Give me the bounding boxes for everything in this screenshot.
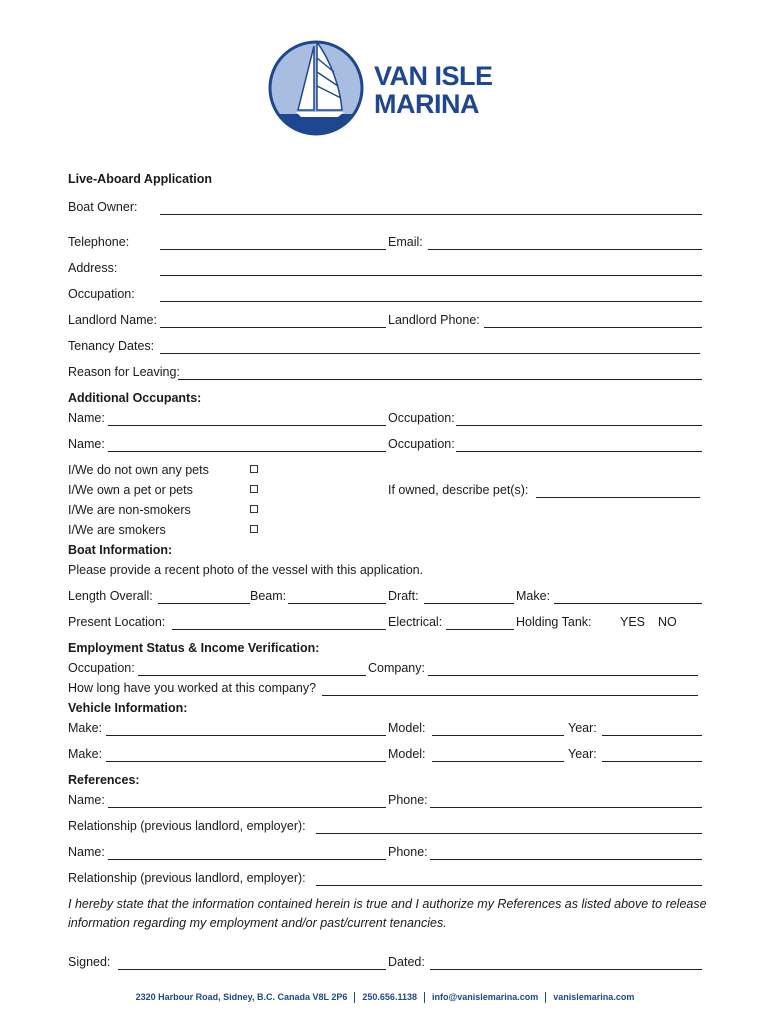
vehicle-1-year-field[interactable]	[602, 735, 702, 736]
length-overall-field[interactable]	[158, 603, 250, 604]
signature-field[interactable]	[118, 969, 386, 970]
draft-field[interactable]	[424, 603, 514, 604]
signature-row: Signed: Dated:	[68, 953, 702, 971]
reference-2-row: Name: Phone:	[68, 843, 702, 861]
footer-email[interactable]: info@vanislemarina.com	[431, 992, 539, 1002]
vehicle-2-row: Make: Model: Year:	[68, 745, 702, 763]
footer-website[interactable]: vanislemarina.com	[553, 992, 635, 1002]
footer-divider	[354, 992, 355, 1003]
occupant-1-name-field[interactable]	[108, 425, 386, 426]
marina-logo	[268, 38, 508, 138]
footer-divider	[424, 992, 425, 1003]
holding-tank-yes[interactable]: YES	[620, 615, 646, 629]
address-row: Address:	[68, 259, 702, 277]
telephone-field[interactable]	[160, 249, 386, 250]
landlord-name-field[interactable]	[160, 327, 386, 328]
pet-option-row: I/We are non-smokers	[68, 501, 702, 519]
beam-field[interactable]	[288, 603, 386, 604]
present-location-field[interactable]	[172, 629, 386, 630]
reference-1-relationship-row: Relationship (previous landlord, employer):	[68, 817, 702, 835]
boat-owner-field[interactable]	[160, 214, 702, 215]
how-long-row: How long have you worked at this company?	[68, 679, 702, 697]
tenancy-row: Tenancy Dates:	[68, 337, 702, 355]
location-row: Present Location: Electrical: Holding Tank: YES NO	[68, 615, 677, 629]
address-field[interactable]	[160, 275, 702, 276]
boat-make-field[interactable]	[554, 603, 702, 604]
logo-line-1: VAN ISLE	[374, 61, 493, 91]
how-long-field[interactable]	[322, 695, 698, 696]
pet-option-row: I/We own a pet or pets If owned, describe pet(s):	[68, 481, 702, 499]
occupation-row: Occupation:	[68, 285, 702, 303]
no-pets-checkbox[interactable]	[250, 465, 258, 473]
occupation-field[interactable]	[160, 301, 702, 302]
non-smokers-checkbox[interactable]	[250, 505, 258, 513]
reference-1-name-field[interactable]	[108, 807, 386, 808]
tenancy-dates-field[interactable]	[160, 353, 700, 354]
telephone-row: Telephone: Email:	[68, 233, 702, 251]
own-pets-checkbox[interactable]	[250, 485, 258, 493]
footer	[0, 992, 770, 1003]
vehicle-1-model-field[interactable]	[432, 735, 564, 736]
reference-2-name-field[interactable]	[108, 859, 386, 860]
form-title: Live-Aboard Application	[68, 172, 212, 186]
employment-row: Occupation: Company:	[68, 659, 702, 677]
additional-occupants-heading: Additional Occupants:	[68, 391, 202, 405]
boat-owner-row: Boat Owner:	[68, 198, 702, 216]
reference-1-relationship-field[interactable]	[316, 833, 702, 834]
reference-2-relationship-row: Relationship (previous landlord, employer):	[68, 869, 702, 887]
footer-address: 2320 Harbour Road, Sidney, B.C. Canada V8L 2P6	[135, 992, 348, 1002]
occupant-1-occupation-field[interactable]	[456, 425, 702, 426]
email-field[interactable]	[428, 249, 702, 250]
boat-dimensions-row: Length Overall: Beam: Draft: Make:	[68, 587, 702, 605]
describe-pets-field[interactable]	[536, 497, 700, 498]
vehicle-2-make-field[interactable]	[106, 761, 386, 762]
reference-1-phone-field[interactable]	[430, 807, 702, 808]
vehicle-2-model-field[interactable]	[432, 761, 564, 762]
smokers-checkbox[interactable]	[250, 525, 258, 533]
references-heading: References:	[68, 773, 140, 787]
vehicle-2-year-field[interactable]	[602, 761, 702, 762]
holding-tank-no[interactable]: NO	[658, 615, 677, 629]
landlord-phone-field[interactable]	[484, 327, 702, 328]
boat-info-heading: Boat Information:	[68, 543, 173, 557]
employment-heading: Employment Status & Income Verification:	[68, 641, 320, 655]
logo-line-2: MARINA	[374, 89, 479, 119]
reference-2-relationship-field[interactable]	[316, 885, 702, 886]
authorization-statement: I hereby state that the information contained herein is true and I authorize my References as listed above to release information regarding my employment and/or past/current tenancies.	[68, 897, 707, 930]
photo-note: Please provide a recent photo of the vessel with this application.	[68, 563, 424, 577]
vehicle-1-row: Make: Model: Year:	[68, 719, 702, 737]
vehicle-info-heading: Vehicle Information:	[68, 701, 188, 715]
footer-divider	[545, 992, 546, 1003]
landlord-row: Landlord Name: Landlord Phone:	[68, 311, 702, 329]
sailboat-logo-icon	[268, 38, 364, 138]
date-field[interactable]	[430, 969, 702, 970]
company-field[interactable]	[428, 675, 698, 676]
vehicle-1-make-field[interactable]	[106, 735, 386, 736]
footer-phone: 250.656.1138	[362, 992, 417, 1002]
occupant-2-name-field[interactable]	[108, 451, 386, 452]
reason-field[interactable]	[178, 379, 702, 380]
occupant-2-occupation-field[interactable]	[456, 451, 702, 452]
electrical-field[interactable]	[446, 629, 514, 630]
reference-1-row: Name: Phone:	[68, 791, 702, 809]
occupant-2-row: Name: Occupation:	[68, 435, 702, 453]
reference-2-phone-field[interactable]	[430, 859, 702, 860]
employment-occupation-field[interactable]	[138, 675, 366, 676]
pet-option-row: I/We do not own any pets	[68, 461, 702, 479]
occupant-1-row: Name: Occupation:	[68, 409, 702, 427]
reason-row: Reason for Leaving:	[68, 363, 702, 381]
pet-option-row: I/We are smokers	[68, 521, 702, 539]
logo-wordmark	[374, 62, 493, 118]
